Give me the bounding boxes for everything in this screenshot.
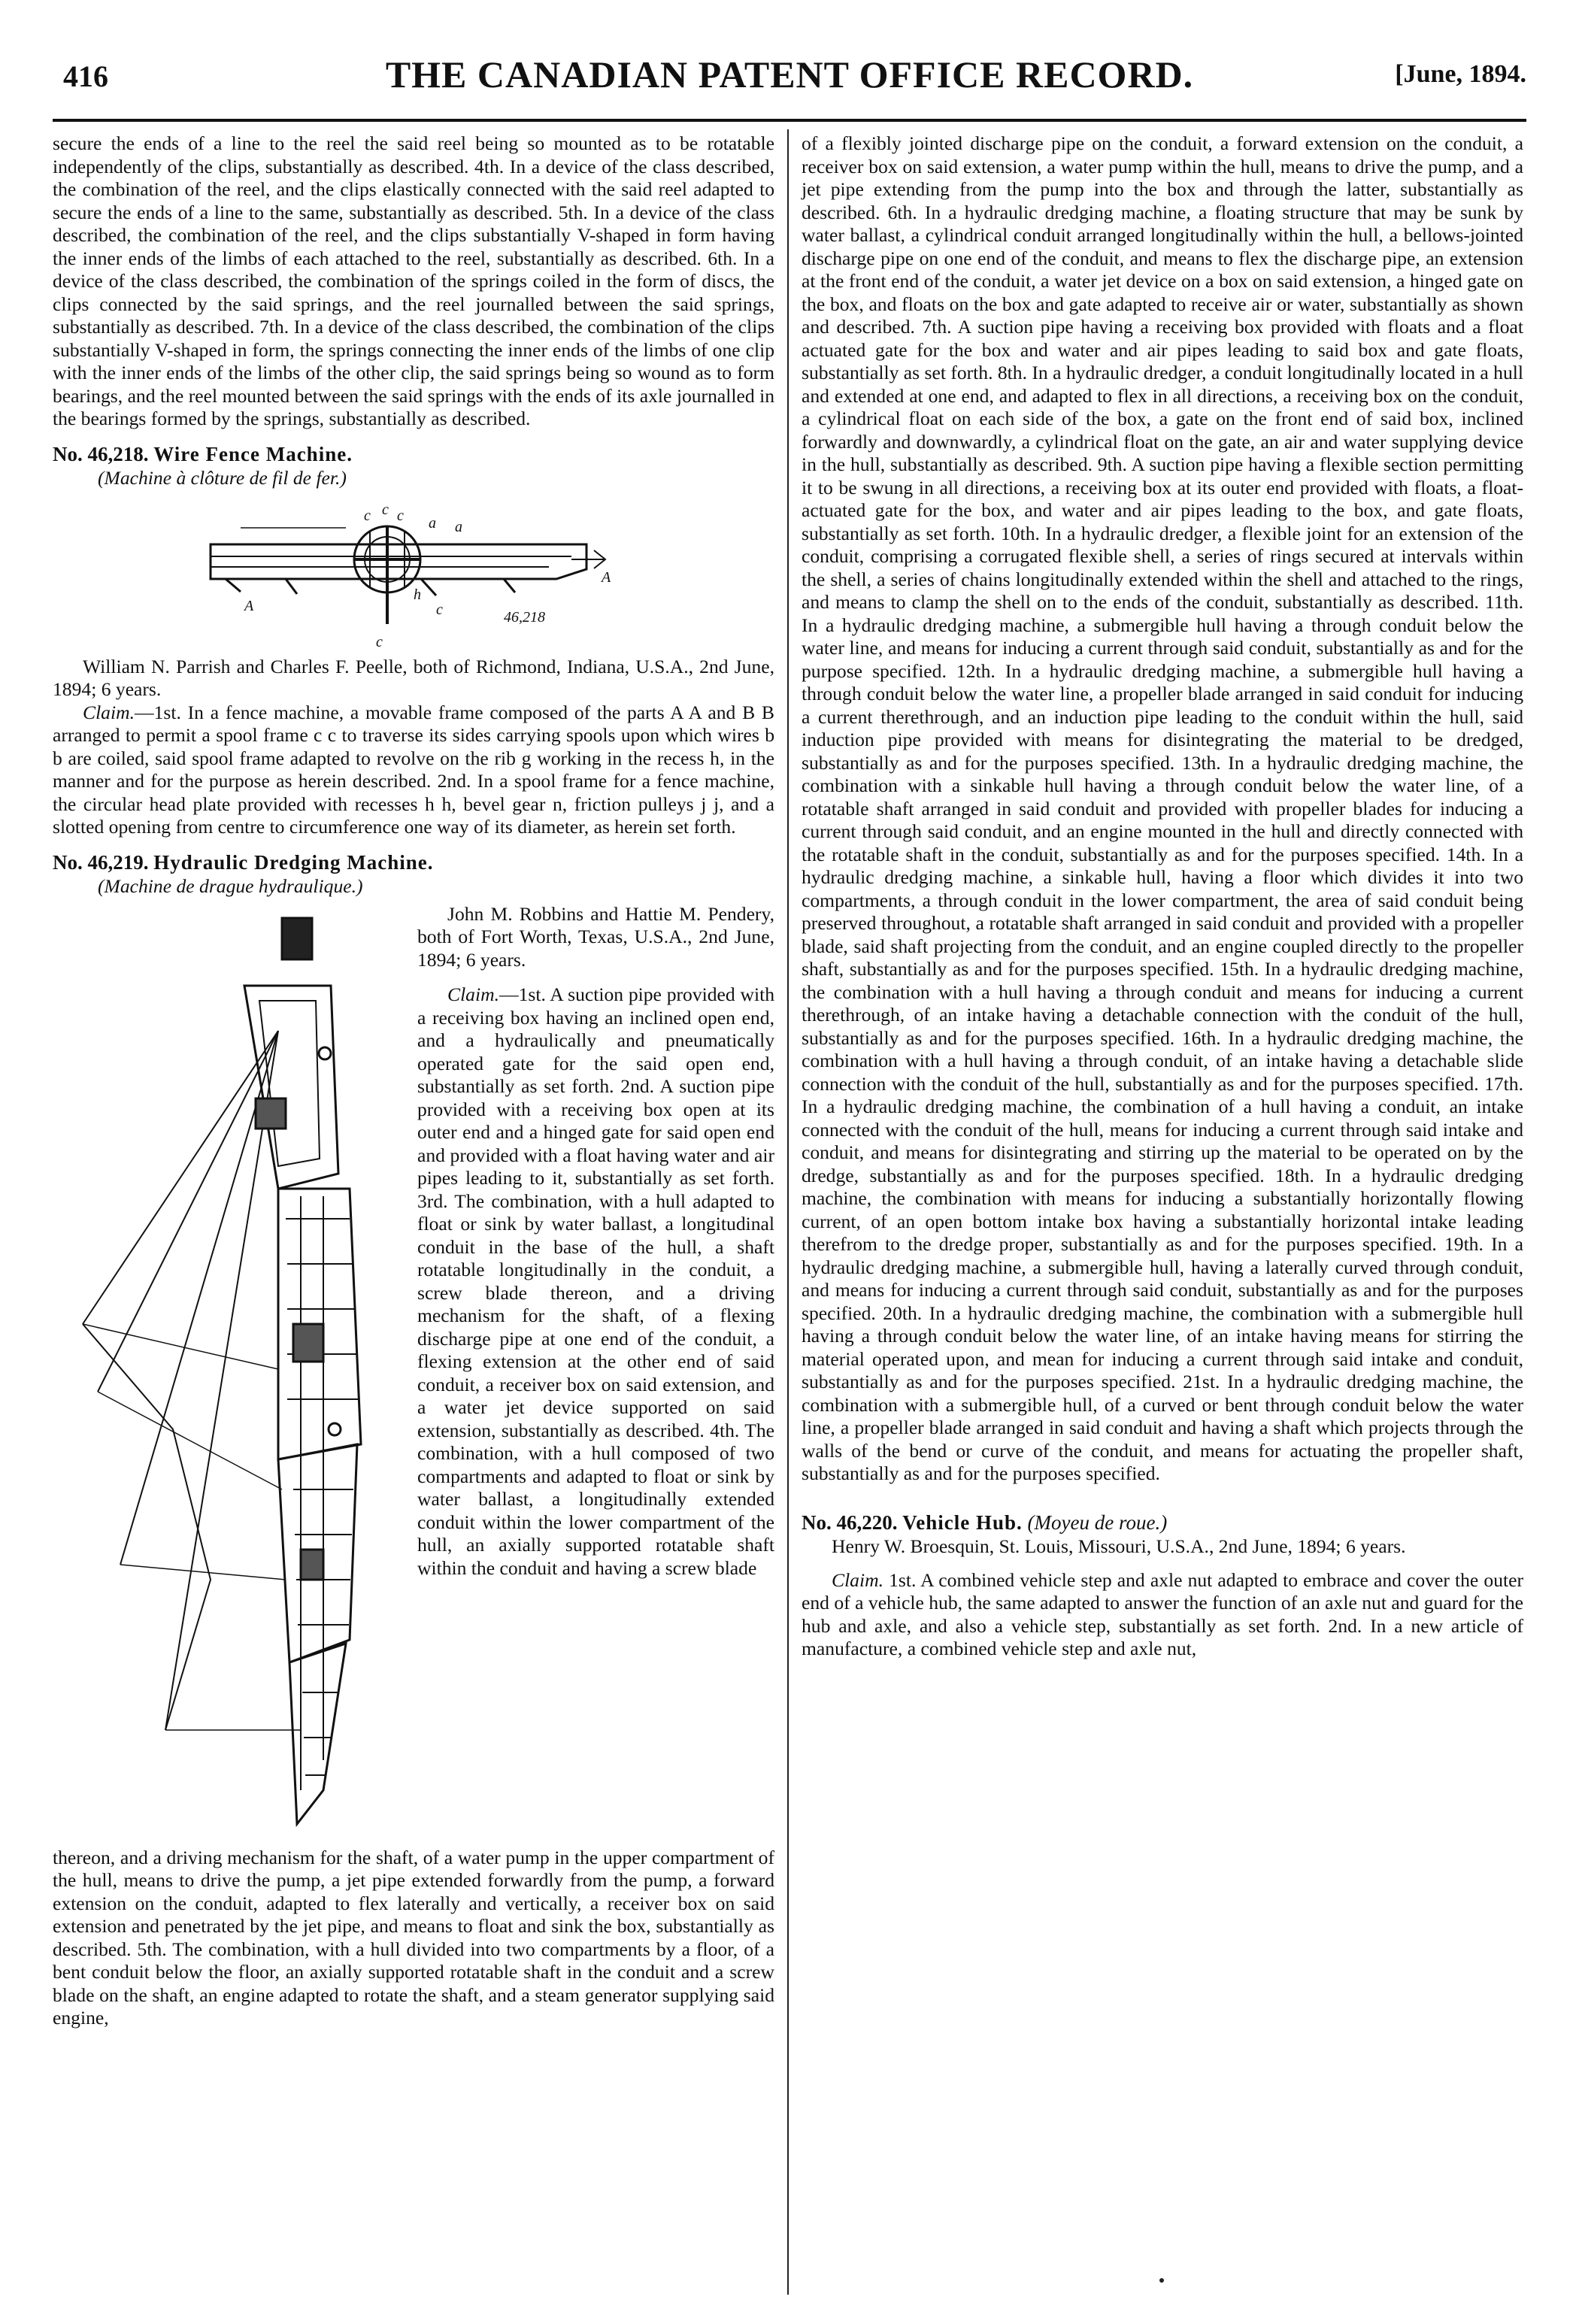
french-title: (Moyeu de roue.) <box>1027 1510 1168 1534</box>
svg-text:c: c <box>436 601 443 618</box>
continued-claims: of a flexibly jointed discharge pipe on the conduit, a forward extension on the conduit, a receiver box on said extension, a water pump within the hull, means to drive the pump, and a jet pipe extending from the pump into the box and through the latter, substantially as described. 6th. In a hydraulic dredging machine, a floating structure that may be sunk by water ballast, a cylindrical conduit arranged longitudinally within the hull, a bellows-jointed discharge pipe on one end of the conduit, and means to flex the discharge pipe, an extension at the front end of the conduit, a water jet device on a box on said extension, a hinged gate on the box, and floats on the box and gate adapted to receive air or water, substantially as shown and described. 7th. A suction pipe having a receiving box provided with floats and a float actuated gate for the box and water and air pipes leading to said box and gate floats, substantially as set forth. 8th. In a hydraulic dredger, a conduit longitudinally located in a hull and extended at one end, and adapted to flex in all directions, a receiving box on the conduit, a cylindrical float on each side of the box, a gate on the front end of said box, inclined forwardly and downwardly, a cylindrical float on the gate, an air and water supplying device in the hull, substantially as described. 9th. A suction pipe having a flexible section permitting it to be swung in all directions, a receiving box at its outer end provided with floats, a float-actuated gate for the box, and water and air pipes leading to the box, and gate floats, substantially as set forth. 10th. In a hydraulic dredger, a flexible joint for an extension of the conduit, comprising a corrugated flexible shell, a series of rings secured at intervals within the shell, a series of chains longitudinally extended within the shell and attached to the rings, and means to clamp the shell on to the ends of the conduit, substantially as described. 11th. In a hydraulic dredging machine, a submergible hull having a through conduit below the water line, and means for inducing a current through said conduit, substantially as and for the purpose specified. 12th. In a hydraulic dredging machine, a submergible hull having a through conduit below the water line, a propeller blade arranged in said conduit for inducing a current therethrough, and an induction pipe leading to the conduit within the hull, said induction pipe provided with means for disintegrating the material to be dredged, substantially as and for the purposes specified. 13th. In a hydraulic dredging machine, the combination with a sinkable hull having a through conduit below the water line, of a rotatable shaft arranged in said conduit and provided with propeller blades for inducing a current through said conduit, and an engine mounted in the hull and directly connected with the rotatable shaft in the conduit, substantially as and for the purposes specified. 14th. In a hydraulic dredging machine, a sinkable hull, having a floor which divides it into two compartments, a through conduit in the lower compartment, the area of said conduit being preserved throughout, a rotatable shaft arranged in said conduit and provided with a propeller blade, said shaft projecting from the conduit, and an engine coupled directly to the propeller shaft, substantially as and for the purposes specified. 15th. In a hydraulic dredging machine, the combination with a hull having a through conduit and means for inducing a current therethrough, of an intake having a detachable connection with the conduit of the hull, substantially as and for the purposes specified. 16th. In a hydraulic dredging machine, the combination with a hull having a through conduit, of an intake having a detachable slide connection with the conduit of the hull, substantially as and for the purposes specified. 17th. In a hydraulic dredging machine, the combination of a hull having a conduit, an intake connected with the conduit of the hull, means for inducing a current through said intake and conduit, and means for disintegrating and stirring up the material to be operated on by the dredge, substantially as and for the purposes specified. 18th. In a hydraulic dredging machine, the combination with means for inducing a substantially horizontally flowing current, of an open bottom intake box having a substantially horizontal intake leading therefrom to the dredge proper, substantially as and for the purposes specified. 19th. In a hydraulic dredging machine, a submergible hull, having a laterally curved through conduit, and means for inducing a current through said conduit, substantially as and for the purposes specified. 20th. In a hydraulic dredging machine, the combination with a submergible hull having a through conduit below the water line, of an intake having means for stirring the material operated upon, and mean for inducing a current through said intake and conduit, substantially as and for the purposes specified. 21st. In a hydraulic dredging machine, the combination with a submergible hull, of a curved or bent through conduit below the water line, a propeller blade arranged in said conduit and having a shaft which projects through the walls of the bend or curve of the conduit, and means for actuating the propeller shaft, substantially as and for the purposes specified. <box>802 132 1523 1484</box>
entry-heading <box>802 1511 1523 1535</box>
patent-title: Hydraulic Dredging Machine. <box>153 850 434 874</box>
svg-text:A: A <box>244 597 254 614</box>
svg-text:c: c <box>382 501 389 518</box>
patent-title: Vehicle Hub. <box>902 1510 1023 1534</box>
patent-number: No. 46,218. <box>53 442 149 465</box>
header-rule <box>53 119 1526 122</box>
journal-title: THE CANADIAN PATENT OFFICE RECORD. <box>385 53 1194 95</box>
inventors: William N. Parrish and Charles F. Peelle, both of Richmond, Indiana, U.S.A., 2nd June, 1894; 6 years. <box>53 655 774 700</box>
claim-label: Claim. <box>447 983 499 1005</box>
inventors: John M. Robbins and Hattie M. Pendery, both of Fort Worth, Texas, U.S.A., 2nd June, 1894; 6 years. <box>417 902 774 971</box>
patent-entry-46220 <box>802 1511 1523 1661</box>
claim-label: Claim. <box>83 701 135 723</box>
claim-label: Claim. <box>832 1568 883 1591</box>
claim-body: —1st. A suction pipe provided with a receiving box having an inclined open end, and a hydraulically and pneumatically operated gate for the said open end, substantially as set forth. 2nd. A suction pipe provided with a receiving box open at its outer end and a hinged gate for said open end and provided with a float having water and air pipes leading to it, substantially as set forth. 3rd. The combination, with a hull adapted to float or sink by water ballast, a longitudinal conduit in the base of the hull, a shaft rotatable longitudinally in the conduit, a screw blade thereon, and a driving mechanism for the shaft, of a flexing discharge pipe at one end of the conduit, a flexing extension at the other end of said conduit, a receiver box on said extension, and a water jet device supported on said extension, substantially as described. 4th. The combination, with a hull composed of two compartments and adapted to float or sink by water ballast, a longitudinally extended conduit within the lower compartment of the hull, an axially supported rotatable shaft within the conduit and having a screw blade <box>417 983 774 1579</box>
claim-body: 1st. A combined vehicle step and axle nut adapted to embrace and cover the outer end of a vehicle hub, the same adapted to answer the function of an axle nut and guard for the hub and axle, and also a vehicle step, substantially as set forth. 2nd. In a new article of manufacture, a combined vehicle step and axle nut, <box>802 1568 1523 1659</box>
patent-number: No. 46,220. <box>802 1510 898 1534</box>
hydraulic-dredge-figure <box>53 903 410 1835</box>
svg-text:a: a <box>429 514 436 532</box>
inventors: Henry W. Broesquin, St. Louis, Missouri, U.S.A., 2nd June, 1894; 6 years. <box>832 1535 1406 1557</box>
svg-text:A: A <box>602 568 611 586</box>
patent-entry-46218 <box>53 443 774 839</box>
french-title: (Machine à clôture de fil de fer.) <box>98 467 347 489</box>
claim-text <box>53 701 774 839</box>
print-dot <box>1159 2278 1164 2283</box>
entry-heading <box>53 443 774 466</box>
french-title: (Machine de drague hydraulique.) <box>98 875 363 897</box>
left-column <box>53 132 774 2030</box>
entry-heading <box>53 851 774 874</box>
issue-date: [June, 1894. <box>1395 60 1526 88</box>
figure-label: 46,218 <box>504 608 545 626</box>
claim-text <box>417 983 774 1580</box>
svg-text:h: h <box>414 586 421 603</box>
claim-continuation: thereon, and a driving mechanism for the shaft, of a water pump in the upper compartment of the hull, means to drive the pump, a jet pipe extended forwardly from the pump, a forward extension on the conduit, adapted to flex laterally and vertically, a receiver box on said extension and penetrated by the jet pipe, and means to float and sink the box, substantially as described. 5th. The combination, with a hull divided into two compartments by a floor, of a bent conduit below the floor, an axially supported rotatable shaft in the conduit and a screw blade on the shaft, an engine adapted to rotate the shaft, and a steam generator supplying said engine, <box>53 1846 774 2029</box>
continued-claims: secure the ends of a line to the reel the said reel being so mounted as to be rotatable independently of the clips, substantially as described. 4th. In a device of the class described, the combination of the reel, and the clips elastically connected with the said reel adapted to secure the ends of a line to the same, substantially as described. 5th. In a device of the class described, the combination of the reel, and the clips substantially V-shaped in form having the inner ends of the limbs of each attached to the reel, substantially as described. 6th. In a device of the class described, the combination of the springs coiled in the form of discs, the clips connected by the said springs, and the reel journalled between the said springs, substantially as described. 7th. In a device of the class described, the combination of the clips substantially V-shaped in form, the springs connecting the inner ends of the limbs of one clip with the inner ends of the limbs of the other clip, the said springs being so wound as to form bearings, and the reel mounted between the said springs with the ends of its axle journalled in the bearings formed by the springs, substantially as described. <box>53 132 774 429</box>
svg-text:c: c <box>397 507 404 524</box>
svg-text:c: c <box>376 633 383 648</box>
column-divider <box>787 129 789 2295</box>
patent-entry-46219 <box>53 851 774 2030</box>
page-number: 416 <box>63 59 108 93</box>
svg-text:a: a <box>455 518 462 535</box>
dredge-figure-block <box>53 903 774 1847</box>
claim-body: —1st. In a fence machine, a movable frame composed of the parts A A and B B arranged to permit a spool frame c c to traverse its sides carrying spools upon which wires b b are coiled, said spool frame adapted to revolve on the rib g working in the recess h, in the manner and for the purpose as herein described. 2nd. In a spool frame for a fence machine, the circular head plate provided with recesses h h, bevel gear n, friction pulleys j j, and a slotted opening from centre to circumference one way of its diameter, as herein set forth. <box>53 701 774 838</box>
dredge-side-text <box>417 903 774 1580</box>
patent-title: Wire Fence Machine. <box>153 442 353 465</box>
wire-fence-machine-figure <box>195 498 617 648</box>
right-column <box>802 132 1523 1661</box>
page-header <box>53 53 1526 113</box>
patent-number: No. 46,219. <box>53 850 149 874</box>
svg-text:c: c <box>364 507 371 524</box>
claim-text <box>802 1569 1523 1661</box>
